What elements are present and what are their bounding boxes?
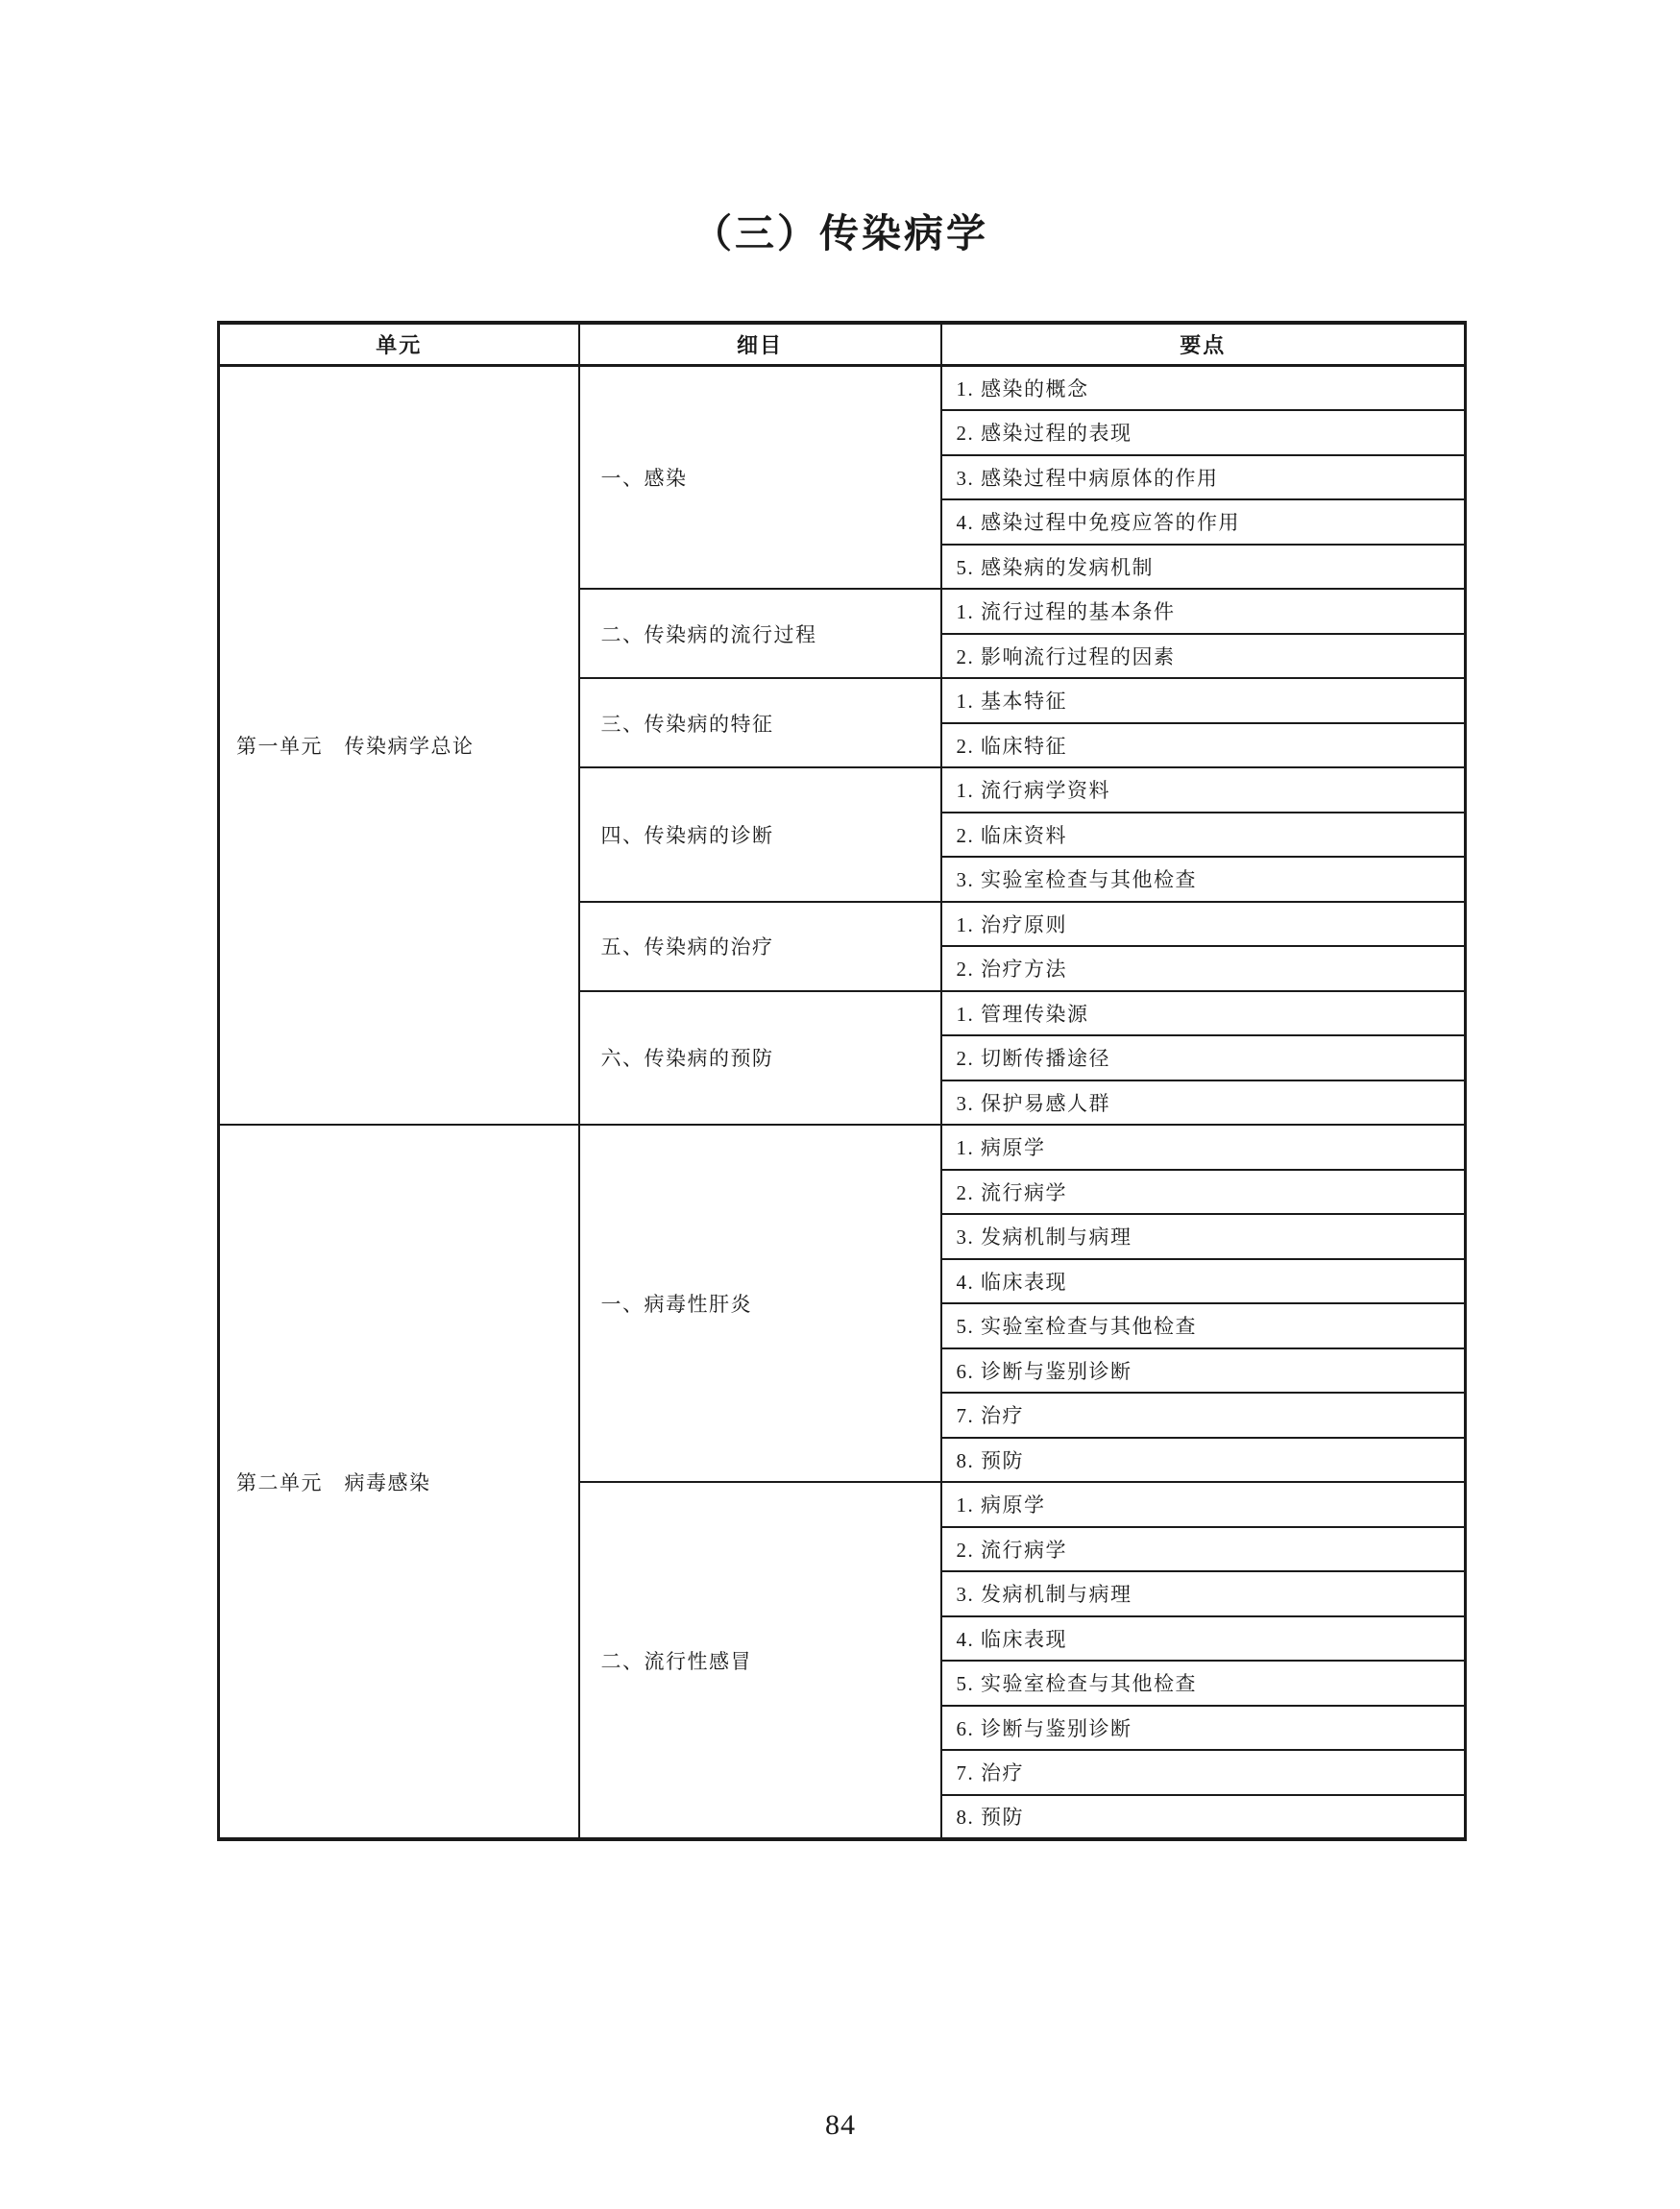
point-cell: 1. 病原学 [941,1125,1466,1170]
point-cell: 3. 保护易感人群 [941,1080,1466,1126]
header-cell-0: 单元 [219,323,579,366]
page-title: （三）传染病学 [693,211,988,255]
header-cell-2: 要点 [941,323,1466,366]
point-cell: 3. 实验室检查与其他检查 [941,857,1466,902]
syllabus-table-container [217,321,1467,1841]
point-cell: 3. 发病机制与病理 [941,1571,1466,1616]
point-cell: 5. 实验室检查与其他检查 [941,1303,1466,1348]
point-cell: 2. 流行病学 [941,1527,1466,1572]
header-cell-1: 细目 [579,323,941,366]
point-cell: 1. 病原学 [941,1482,1466,1527]
point-cell: 3. 发病机制与病理 [941,1214,1466,1259]
point-cell: 1. 流行病学资料 [941,767,1466,813]
point-cell: 6. 诊断与鉴别诊断 [941,1348,1466,1394]
point-cell: 5. 感染病的发病机制 [941,545,1466,590]
point-cell: 1. 管理传染源 [941,991,1466,1036]
unit-cell: 第一单元 传染病学总论 [219,366,579,1126]
table-header-row [219,323,1466,366]
header-row [219,323,1466,366]
point-cell: 2. 切断传播途径 [941,1035,1466,1080]
point-cell: 8. 预防 [941,1438,1466,1483]
point-cell: 2. 临床资料 [941,813,1466,858]
subcategory-cell: 三、传染病的特征 [579,678,941,767]
table-row [219,1125,1466,1170]
point-cell: 1. 感染的概念 [941,366,1466,411]
point-cell: 7. 治疗 [941,1750,1466,1795]
subcategory-cell: 四、传染病的诊断 [579,767,941,902]
table-body [219,366,1466,1840]
subcategory-cell: 二、传染病的流行过程 [579,589,941,678]
point-cell: 2. 流行病学 [941,1170,1466,1215]
subcategory-cell: 六、传染病的预防 [579,991,941,1126]
point-cell: 2. 感染过程的表现 [941,410,1466,455]
point-cell: 4. 临床表现 [941,1616,1466,1662]
page-number: 84 [825,2109,856,2141]
point-cell: 4. 临床表现 [941,1259,1466,1304]
point-cell: 2. 影响流行过程的因素 [941,634,1466,679]
subcategory-cell: 一、感染 [579,366,941,590]
point-cell: 1. 流行过程的基本条件 [941,589,1466,634]
subcategory-cell: 二、流行性感冒 [579,1482,941,1839]
point-cell: 6. 诊断与鉴别诊断 [941,1706,1466,1751]
point-cell: 1. 治疗原则 [941,902,1466,947]
point-cell: 2. 临床特征 [941,723,1466,768]
unit-cell: 第二单元 病毒感染 [219,1125,579,1839]
point-cell: 8. 预防 [941,1795,1466,1840]
point-cell: 5. 实验室检查与其他检查 [941,1661,1466,1706]
syllabus-table [217,321,1467,1841]
point-cell: 3. 感染过程中病原体的作用 [941,455,1466,500]
point-cell: 7. 治疗 [941,1393,1466,1438]
subcategory-cell: 五、传染病的治疗 [579,902,941,991]
point-cell: 1. 基本特征 [941,678,1466,723]
table-row [219,366,1466,411]
point-cell: 4. 感染过程中免疫应答的作用 [941,499,1466,545]
point-cell: 2. 治疗方法 [941,946,1466,991]
subcategory-cell: 一、病毒性肝炎 [579,1125,941,1482]
